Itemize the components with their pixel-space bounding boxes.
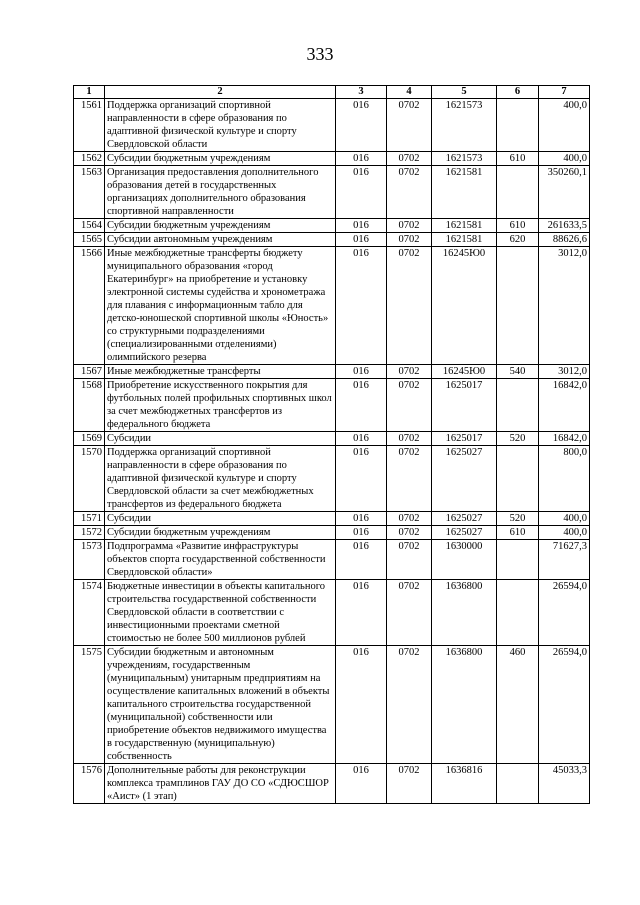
ministry-code: 016 bbox=[336, 646, 387, 764]
row-name: Дополнительные работы для реконструкции комплекса трамплинов ГАУ ДО СО «СДЮСШОР «Аист» (1 этап) bbox=[105, 764, 336, 804]
target-code: 1621581 bbox=[432, 166, 497, 219]
column-header: 3 bbox=[336, 86, 387, 99]
ministry-code: 016 bbox=[336, 152, 387, 166]
row-number: 1561 bbox=[74, 99, 105, 152]
budget-table bbox=[73, 85, 590, 804]
type-code bbox=[497, 540, 539, 580]
amount: 3012,0 bbox=[539, 247, 590, 365]
amount: 350260,1 bbox=[539, 166, 590, 219]
row-name: Приобретение искусственного покрытия для футбольных полей профильных спортивных школ за счет межбюджетных трансфертов из федерального бюджета bbox=[105, 379, 336, 432]
section-code: 0702 bbox=[387, 512, 432, 526]
amount: 400,0 bbox=[539, 99, 590, 152]
target-code: 1621581 bbox=[432, 219, 497, 233]
ministry-code: 016 bbox=[336, 432, 387, 446]
section-code: 0702 bbox=[387, 166, 432, 219]
table-row bbox=[74, 446, 590, 512]
table-row bbox=[74, 152, 590, 166]
column-header: 6 bbox=[497, 86, 539, 99]
section-code: 0702 bbox=[387, 526, 432, 540]
section-code: 0702 bbox=[387, 152, 432, 166]
target-code: 1625027 bbox=[432, 446, 497, 512]
ministry-code: 016 bbox=[336, 580, 387, 646]
row-number: 1566 bbox=[74, 247, 105, 365]
type-code bbox=[497, 166, 539, 219]
type-code: 610 bbox=[497, 152, 539, 166]
amount: 400,0 bbox=[539, 152, 590, 166]
row-number: 1574 bbox=[74, 580, 105, 646]
ministry-code: 016 bbox=[336, 526, 387, 540]
page-number: 333 bbox=[306, 44, 334, 64]
table-row bbox=[74, 219, 590, 233]
section-code: 0702 bbox=[387, 233, 432, 247]
ministry-code: 016 bbox=[336, 540, 387, 580]
ministry-code: 016 bbox=[336, 166, 387, 219]
table-row bbox=[74, 166, 590, 219]
target-code: 1621581 bbox=[432, 233, 497, 247]
amount: 26594,0 bbox=[539, 580, 590, 646]
amount: 400,0 bbox=[539, 526, 590, 540]
row-number: 1565 bbox=[74, 233, 105, 247]
section-code: 0702 bbox=[387, 764, 432, 804]
target-code: 1636816 bbox=[432, 764, 497, 804]
row-number: 1569 bbox=[74, 432, 105, 446]
target-code: 1636800 bbox=[432, 646, 497, 764]
table-row bbox=[74, 379, 590, 432]
row-name: Иные межбюджетные трансферты bbox=[105, 365, 336, 379]
type-code bbox=[497, 580, 539, 646]
section-code: 0702 bbox=[387, 580, 432, 646]
amount: 26594,0 bbox=[539, 646, 590, 764]
column-header: 7 bbox=[539, 86, 590, 99]
target-code: 1625017 bbox=[432, 379, 497, 432]
row-name: Субсидии бюджетным учреждениям bbox=[105, 152, 336, 166]
row-number: 1568 bbox=[74, 379, 105, 432]
target-code: 16245Ю0 bbox=[432, 247, 497, 365]
target-code: 1621573 bbox=[432, 99, 497, 152]
type-code bbox=[497, 446, 539, 512]
type-code bbox=[497, 247, 539, 365]
table-row bbox=[74, 99, 590, 152]
target-code: 1625017 bbox=[432, 432, 497, 446]
amount: 400,0 bbox=[539, 512, 590, 526]
target-code: 1625027 bbox=[432, 526, 497, 540]
type-code bbox=[497, 764, 539, 804]
type-code: 520 bbox=[497, 512, 539, 526]
column-header: 4 bbox=[387, 86, 432, 99]
table-row bbox=[74, 764, 590, 804]
ministry-code: 016 bbox=[336, 764, 387, 804]
section-code: 0702 bbox=[387, 646, 432, 764]
row-number: 1575 bbox=[74, 646, 105, 764]
row-name: Бюджетные инвестиции в объекты капитального строительства государственной собственности Свердловской области в соответствии с инвестиционными проектами сметной стоимостью не более 500 миллионов рублей bbox=[105, 580, 336, 646]
target-code: 1636800 bbox=[432, 580, 497, 646]
target-code: 1630000 bbox=[432, 540, 497, 580]
row-number: 1572 bbox=[74, 526, 105, 540]
row-number: 1567 bbox=[74, 365, 105, 379]
section-code: 0702 bbox=[387, 446, 432, 512]
type-code: 540 bbox=[497, 365, 539, 379]
ministry-code: 016 bbox=[336, 379, 387, 432]
row-number: 1576 bbox=[74, 764, 105, 804]
row-name: Субсидии бюджетным учреждениям bbox=[105, 219, 336, 233]
type-code: 620 bbox=[497, 233, 539, 247]
column-header: 1 bbox=[74, 86, 105, 99]
type-code: 610 bbox=[497, 219, 539, 233]
type-code: 610 bbox=[497, 526, 539, 540]
table-row bbox=[74, 580, 590, 646]
row-number: 1573 bbox=[74, 540, 105, 580]
amount: 45033,3 bbox=[539, 764, 590, 804]
row-name: Иные межбюджетные трансферты бюджету муниципального образования «город Екатеринбург» на приобретение и установку электронной системы судейства и хронометража для плавания с информационным табло для детско-юношеской спортивной школы «Юность» со структурными подразделениями (специализированными отделениями) олимпийского резерва bbox=[105, 247, 336, 365]
section-code: 0702 bbox=[387, 365, 432, 379]
section-code: 0702 bbox=[387, 99, 432, 152]
row-name: Поддержка организаций спортивной направленности в сфере образования по адаптивной физической культуре и спорту Свердловской области bbox=[105, 99, 336, 152]
table-row bbox=[74, 365, 590, 379]
amount: 88626,6 bbox=[539, 233, 590, 247]
row-number: 1564 bbox=[74, 219, 105, 233]
amount: 16842,0 bbox=[539, 379, 590, 432]
table-row bbox=[74, 526, 590, 540]
table-row bbox=[74, 646, 590, 764]
row-name: Субсидии бюджетным учреждениям bbox=[105, 526, 336, 540]
ministry-code: 016 bbox=[336, 365, 387, 379]
type-code bbox=[497, 99, 539, 152]
table-row bbox=[74, 432, 590, 446]
ministry-code: 016 bbox=[336, 446, 387, 512]
row-number: 1571 bbox=[74, 512, 105, 526]
ministry-code: 016 bbox=[336, 512, 387, 526]
table-row bbox=[74, 512, 590, 526]
amount: 800,0 bbox=[539, 446, 590, 512]
amount: 261633,5 bbox=[539, 219, 590, 233]
row-name: Субсидии автономным учреждениям bbox=[105, 233, 336, 247]
row-number: 1563 bbox=[74, 166, 105, 219]
amount: 16842,0 bbox=[539, 432, 590, 446]
row-name: Субсидии бюджетным и автономным учреждениям, государственным (муниципальным) унитарным предприятиям на осуществление капитальных вложений в объекты капитального строительства государственной (муниципальной) собственности или приобретение объектов недвижимого имущества в государственную (муниципальную) собственность bbox=[105, 646, 336, 764]
column-header: 2 bbox=[105, 86, 336, 99]
ministry-code: 016 bbox=[336, 247, 387, 365]
column-header: 5 bbox=[432, 86, 497, 99]
section-code: 0702 bbox=[387, 432, 432, 446]
type-code: 520 bbox=[497, 432, 539, 446]
row-name: Поддержка организаций спортивной направленности в сфере образования по адаптивной физической культуре и спорту Свердловской области за счет межбюджетных трансфертов из федерального бюджета bbox=[105, 446, 336, 512]
row-name: Субсидии bbox=[105, 512, 336, 526]
table-row bbox=[74, 540, 590, 580]
section-code: 0702 bbox=[387, 219, 432, 233]
ministry-code: 016 bbox=[336, 99, 387, 152]
row-number: 1562 bbox=[74, 152, 105, 166]
type-code: 460 bbox=[497, 646, 539, 764]
row-number: 1570 bbox=[74, 446, 105, 512]
table-row bbox=[74, 233, 590, 247]
table-row bbox=[74, 247, 590, 365]
amount: 3012,0 bbox=[539, 365, 590, 379]
header-row bbox=[74, 86, 590, 99]
row-name: Подпрограмма «Развитие инфраструктуры объектов спорта государственной собственности Свердловской области» bbox=[105, 540, 336, 580]
section-code: 0702 bbox=[387, 379, 432, 432]
target-code: 1621573 bbox=[432, 152, 497, 166]
amount: 71627,3 bbox=[539, 540, 590, 580]
row-name: Организация предоставления дополнительного образования детей в государственных организациях дополнительного образования спортивной направленности bbox=[105, 166, 336, 219]
section-code: 0702 bbox=[387, 540, 432, 580]
target-code: 1625027 bbox=[432, 512, 497, 526]
row-name: Субсидии bbox=[105, 432, 336, 446]
ministry-code: 016 bbox=[336, 233, 387, 247]
section-code: 0702 bbox=[387, 247, 432, 365]
type-code bbox=[497, 379, 539, 432]
ministry-code: 016 bbox=[336, 219, 387, 233]
target-code: 16245Ю0 bbox=[432, 365, 497, 379]
